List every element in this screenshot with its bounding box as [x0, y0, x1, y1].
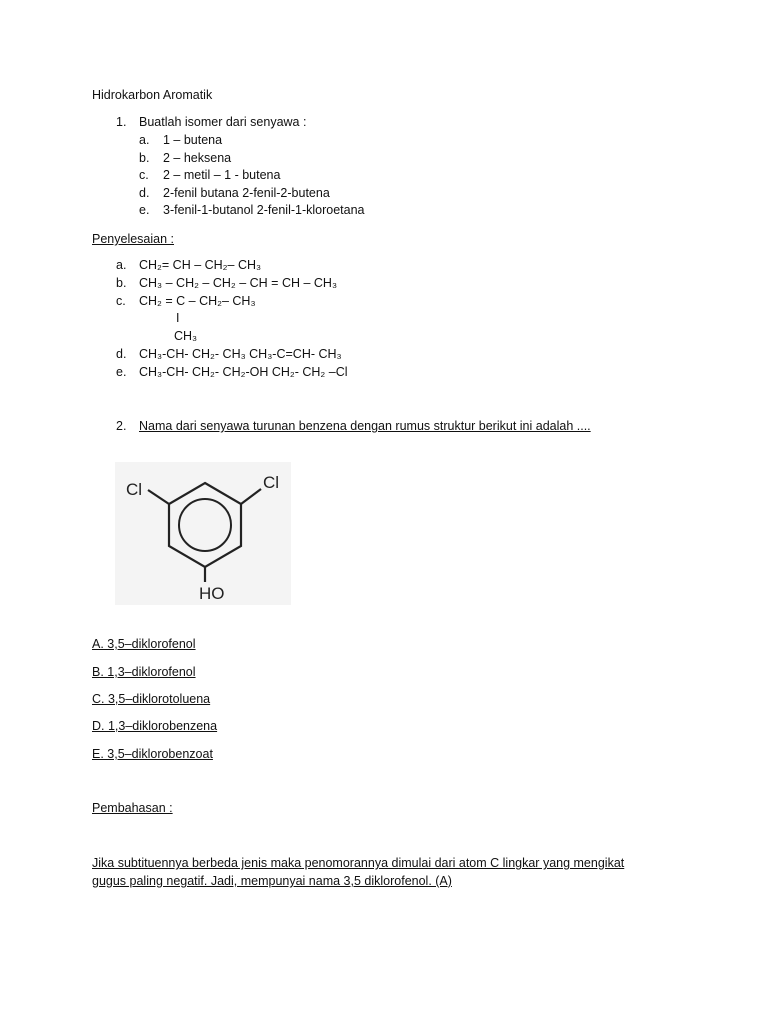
answer-b-letter: b. [116, 276, 127, 290]
answer-e-letter: e. [116, 365, 127, 379]
answer-a-letter: a. [116, 258, 127, 272]
option-d: D. 1,3–diklorobenzena [92, 719, 218, 733]
ho-label: HO [199, 584, 225, 603]
cl-left-label: Cl [126, 480, 143, 499]
bond-cl-left [148, 490, 169, 504]
benzene-structure [115, 462, 291, 605]
answer-d-letter: d. [116, 347, 127, 361]
question-2-number: 2. [116, 419, 127, 433]
answer-c-letter: c. [116, 294, 126, 308]
answer-c-branch-group: CH₃ [174, 329, 198, 343]
question-2-text: Nama dari senyawa turunan benzena dengan rumus struktur berikut ini adalah .... [139, 419, 591, 433]
pembahasan-line-1: Jika subtituennya berbeda jenis maka penomorannya dimulai dari atom C lingkar yang mengikat [92, 856, 625, 870]
answer-a-formula: CH₂= CH – CH₂– CH₃ [139, 258, 262, 272]
answer-d-formula: CH₃-CH- CH₂- CH₃ CH₃-C=CH- CH₃ [139, 347, 342, 361]
answer-c-formula: CH₂ = C – CH₂– CH₃ [139, 294, 256, 308]
molecule-diagram [115, 462, 291, 605]
pembahasan-heading: Pembahasan : [92, 801, 173, 815]
answer-e-formula: CH₃-CH- CH₂- CH₂-OH CH₂- CH₂ –Cl [139, 365, 348, 379]
option-c: C. 3,5–diklorotoluena [92, 692, 211, 706]
aromatic-circle [179, 499, 231, 551]
answer-b-formula: CH₃ – CH₂ – CH₂ – CH = CH – CH₃ [139, 276, 338, 290]
cl-right-label: Cl [263, 473, 280, 492]
option-b: B. 1,3–diklorofenol [92, 665, 196, 679]
option-a: A. 3,5–diklorofenol [92, 637, 196, 651]
bond-cl-right [241, 489, 261, 504]
page-title: Hidrokarbon Aromatik [92, 88, 213, 102]
pembahasan-line-2: gugus paling negatif. Jadi, mempunyai nama 3,5 diklorofenol. (A) [92, 874, 452, 888]
question-1-text: Buatlah isomer dari senyawa : [139, 115, 307, 129]
option-e: E. 3,5–diklorobenzoat [92, 747, 213, 761]
penyelesaian-heading: Penyelesaian : [92, 232, 175, 246]
answer-c-branch-bond: I [176, 311, 180, 325]
question-1-number: 1. [116, 115, 127, 129]
